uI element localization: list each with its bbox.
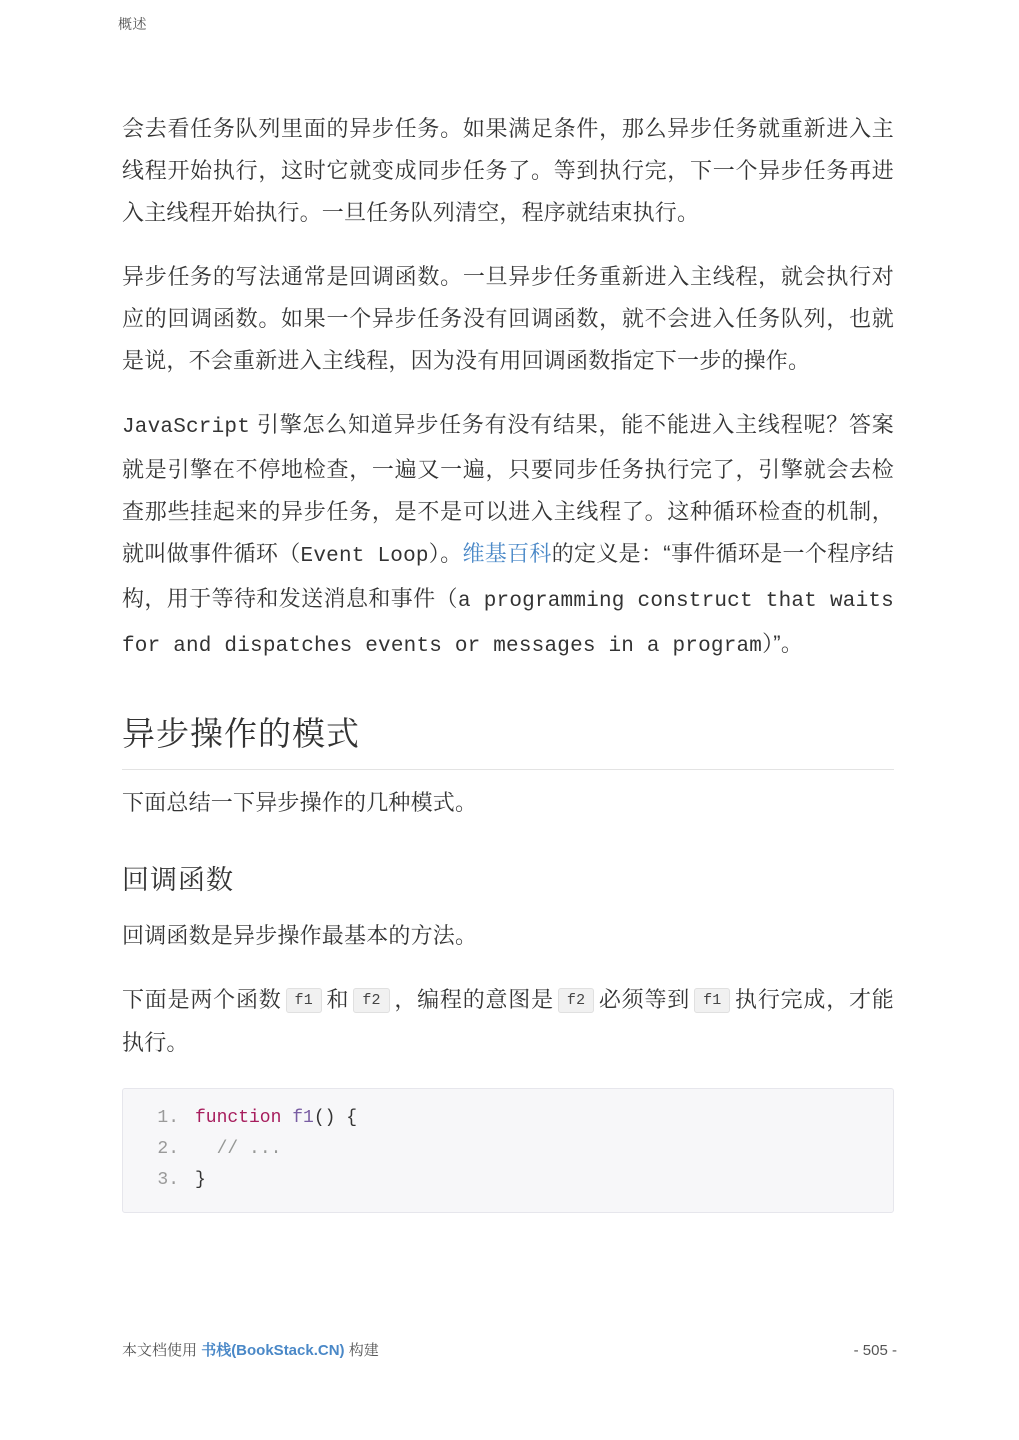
inline-text-5: 执行完成，才能执行。 bbox=[122, 987, 895, 1056]
code-line bbox=[123, 1165, 893, 1196]
code-line-number: 2. bbox=[157, 1139, 179, 1160]
inline-text-4: 必须等到 bbox=[598, 987, 691, 1012]
inline-code-f1-a: f1 bbox=[286, 988, 322, 1013]
paragraph-3-text-4: ）”。 bbox=[762, 631, 804, 656]
page-footer bbox=[122, 1339, 897, 1360]
section-intro: 下面总结一下异步操作的几种模式。 bbox=[122, 790, 478, 815]
paragraph-3 bbox=[122, 404, 894, 668]
inline-code-f2-a: f2 bbox=[353, 988, 389, 1013]
section-title: 异步操作的模式 bbox=[122, 708, 894, 770]
inline-text-3: ，编程的意图是 bbox=[393, 987, 554, 1012]
event-loop-definition-en: a programming construct that waits for and dispatches events or messages in a program bbox=[122, 590, 894, 658]
paragraph-3-text-2: ）。 bbox=[428, 541, 463, 566]
code-block bbox=[122, 1088, 894, 1213]
paragraph-3-text-1: 引擎怎么知道异步任务有没有结果，能不能进入主线程呢？答案就是引擎在不停地检查，一遍又一遍，只要同步任务执行完了，引擎就会去检查那些挂起来的异步任务，是不是可以进入主线程了。这种循环检查的机制，就叫做事件循环（ bbox=[122, 412, 894, 566]
inline-text-1: 下面是两个函数 bbox=[122, 987, 282, 1012]
footer-attribution bbox=[122, 1339, 379, 1360]
paragraph-with-inline-code bbox=[122, 979, 894, 1064]
footer-prefix: 本文档使用 bbox=[122, 1342, 198, 1359]
event-loop-term: Event Loop bbox=[300, 545, 429, 568]
code-keyword: function bbox=[195, 1108, 282, 1129]
inline-code-f1-b: f1 bbox=[694, 988, 730, 1013]
footer-suffix: 构建 bbox=[348, 1342, 379, 1359]
footer-brand-link[interactable]: 书栈(BookStack.CN) bbox=[201, 1342, 345, 1359]
code-comment: // ... bbox=[216, 1139, 282, 1160]
page-number: - 505 - bbox=[853, 1342, 897, 1359]
javascript-term: JavaScript bbox=[122, 416, 251, 439]
code-punctuation: () { bbox=[313, 1108, 358, 1129]
code-indent bbox=[195, 1134, 217, 1165]
code-line-number: 3. bbox=[157, 1170, 179, 1191]
wikipedia-link[interactable]: 维基百科 bbox=[462, 541, 552, 566]
code-line bbox=[123, 1103, 893, 1134]
code-function-name: f1 bbox=[281, 1108, 314, 1129]
code-punctuation: } bbox=[195, 1170, 206, 1191]
paragraph-1: 会去看任务队列里面的异步任务。如果满足条件，那么异步任务就重新进入主线程开始执行，这时它就变成同步任务了。等到执行完，下一个异步任务再进入主线程开始执行。一旦任务队列清空，程序就结束执行。 bbox=[122, 116, 894, 225]
document-content bbox=[122, 108, 894, 1213]
subsection-intro: 回调函数是异步操作最基本的方法。 bbox=[122, 923, 478, 948]
inline-code-f2-b: f2 bbox=[558, 988, 594, 1013]
inline-text-2: 和 bbox=[325, 987, 350, 1012]
paragraph-2: 异步任务的写法通常是回调函数。一旦异步任务重新进入主线程，就会执行对应的回调函数。如果一个异步任务没有回调函数，就不会进入任务队列，也就是说，不会重新进入主线程，因为没有用回调函数指定下一步的操作。 bbox=[122, 264, 894, 373]
code-line-number: 1. bbox=[157, 1108, 179, 1129]
code-line bbox=[123, 1134, 893, 1165]
paragraph-3-text-3: 的定义是：“事件循环是一个程序结构，用于等待和发送消息和事件（ bbox=[122, 541, 894, 611]
subsection-title: 回调函数 bbox=[122, 865, 234, 895]
page-header: 概述 bbox=[118, 16, 147, 32]
